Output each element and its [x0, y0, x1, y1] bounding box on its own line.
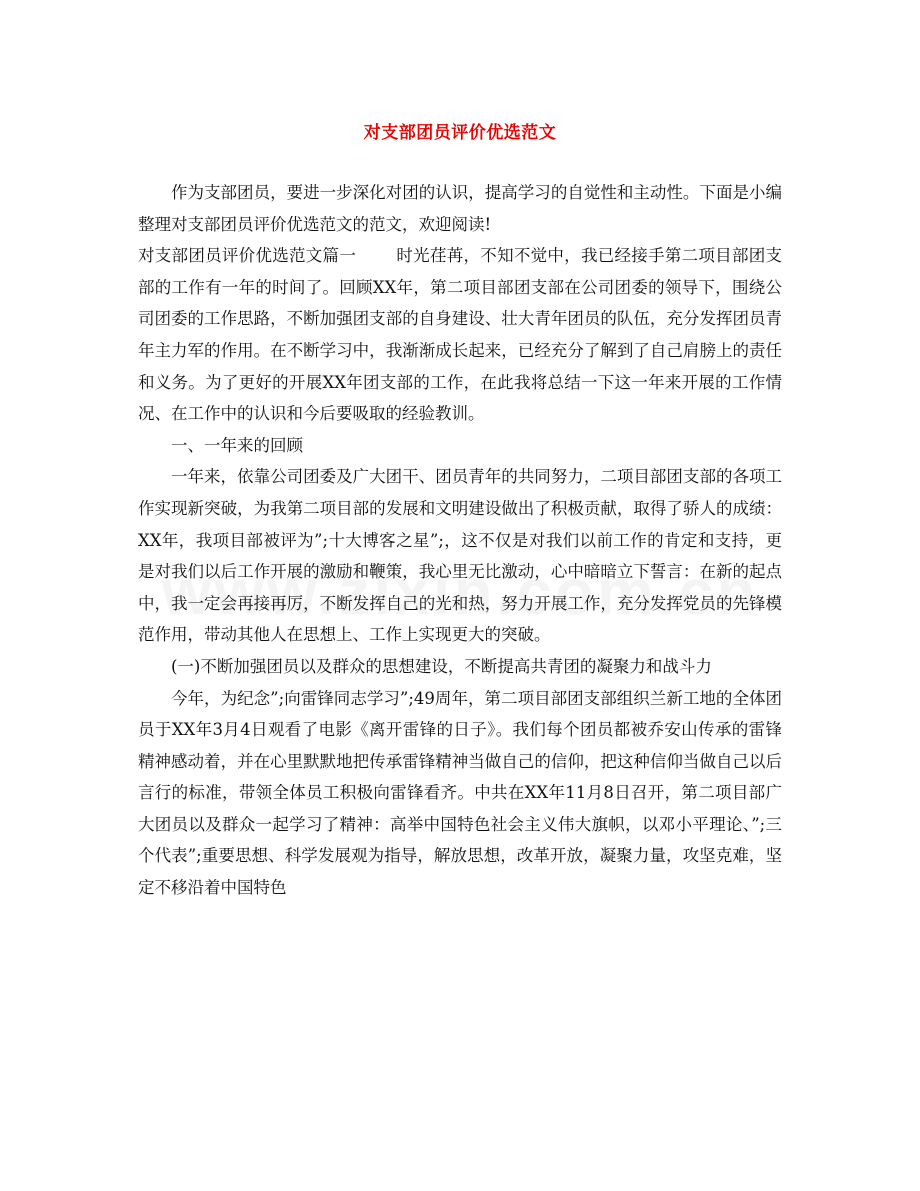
- article-heading: 对支部团员评价优选范文篇一: [138, 246, 357, 266]
- subsection-1-paragraph: 今年，为纪念”;向雷锋同志学习”;49周年，第二项目部团支部组织兰新工地的全体团员于XX年3月4日观看了电影《离开雷锋的日子》。我们每个团员都被乔安山传承的雷锋精神感动着，并在心里默默地把传承雷锋精神当做自己的信仰，把这种信仰当做自己以后言行的标准，带领全体员工积极向雷锋看齐。中共在XX年11月8日召开，第二项目部广大团员以及群众一起学习了精神：高举中国特色社会主义伟大旗帜，以邓小平理论、”;三个代表”;重要思想、科学发展观为指导，解放思想，改革开放，凝聚力量，攻坚克难，坚定不移沿着中国特色: [138, 688, 782, 898]
- section-1-paragraph: 一年来，依靠公司团委及广大团干、团员青年的共同努力，二项目部团支部的各项工作实现新突破，为我第二项目部的发展和文明建设做出了积极贡献，取得了骄人的成绩：XX年，我项目部被评为”;十大博客之星”;，这不仅是对我们以前工作的肯定和支持，更是对我们以后工作开展的激励和鞭策，我心里无比激动，心中暗暗立下誓言：在新的起点中，我一定会再接再厉，不断发挥自己的光和热，努力开展工作，充分发挥党员的先锋模范作用，带动其他人在思想上、工作上实现更大的突破。: [138, 467, 782, 645]
- section-1-heading: 一、一年来的回顾: [171, 435, 303, 455]
- document-body: [138, 177, 782, 904]
- article-first-paragraph: [138, 240, 782, 430]
- document-title: 对支部团员评价优选范文: [363, 123, 557, 143]
- subsection-1-heading: (一)不断加强团员以及群众的思想建设，不断提高共青团的凝聚力和战斗力: [171, 656, 712, 676]
- article-first-paragraph-text: 时光荏苒，不知不觉中，我已经接手第二项目部团支部的工作有一年的时间了。回顾XX年，第二项目部团支部在公司团委的领导下，围绕公司团委的工作思路，不断加强团支部的自身建设、壮大青年团员的队伍，充分发挥团员青年主力军的作用。在不断学习中，我渐渐成长起来，已经充分了解到了自己肩膀上的责任和义务。为了更好的开展XX年团支部的工作，在此我将总结一下这一年来开展的工作情况、在工作中的认识和今后要吸取的经验教训。: [138, 246, 783, 424]
- intro-paragraph: 作为支部团员，要进一步深化对团的认识，提高学习的自觉性和主动性。下面是小编整理对支部团员评价优选范文的范文，欢迎阅读!: [138, 183, 782, 234]
